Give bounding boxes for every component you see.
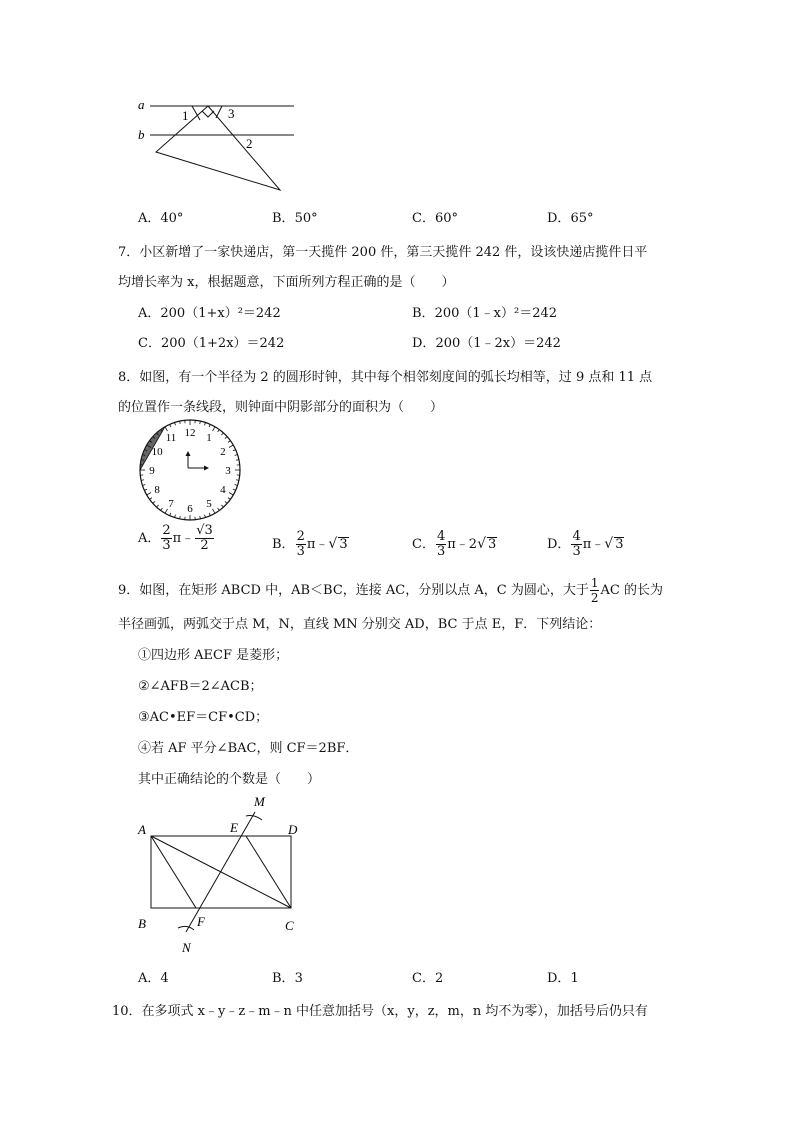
q9-conclusion-1: ①四边形 AECF 是菱形； — [138, 648, 289, 663]
q7-line-2: 均增长率为 x，根据题意，下面所列方程正确的是（ ） — [118, 275, 455, 290]
q9-conclusion-4: ④若 AF 平分∠BAC，则 CF＝2BF． — [138, 741, 359, 756]
clock-tick — [225, 501, 227, 503]
q8-option-b[interactable]: B． $\frac{2}{3}$ π﹣√ 3 — [272, 529, 348, 559]
clock-tick — [218, 508, 220, 510]
q9-line-2: 半径画弧，两弧交于点 M，N，直线 MN 分别交 AD，BC 于点 E，F．下列结论： — [118, 617, 602, 632]
q6-option-c[interactable]: C．60° — [412, 211, 458, 226]
q9-conclusion-2: ②∠AFB＝2∠ACB； — [138, 679, 263, 694]
label-n: N — [182, 940, 191, 955]
clock-tick — [228, 498, 230, 500]
clock-tick — [144, 489, 147, 490]
clock-number: 2 — [220, 446, 226, 458]
label-f: F — [197, 914, 205, 929]
q8-line-2: 的位置作一条线段，则钟面中阴影部分的面积为（ ） — [118, 400, 444, 415]
clock-tick — [153, 501, 155, 503]
clock-tick — [235, 455, 238, 456]
q9-option-a[interactable]: A．4 — [138, 971, 169, 986]
clock-number: 11 — [165, 432, 177, 445]
q6-option-d[interactable]: D．65° — [547, 211, 594, 226]
segment-af — [151, 836, 196, 908]
arc-m — [246, 816, 262, 821]
angle-1: 1 — [182, 108, 189, 123]
triangle — [156, 106, 280, 190]
q8-option-c[interactable]: C． $\frac{4}{3}$ π﹣2√ 3 — [412, 529, 497, 559]
clock-tick — [175, 515, 176, 518]
clock-tick — [142, 485, 145, 486]
q6-option-a[interactable]: A．40° — [138, 211, 184, 226]
q9-option-b[interactable]: B．3 — [272, 971, 303, 986]
clock-number: 10 — [151, 446, 163, 458]
clock-tick — [235, 485, 238, 486]
clock-tick — [209, 424, 210, 427]
clock-number: 1 — [206, 432, 212, 445]
q7-option-b[interactable]: B．200（1﹣x）²＝242 — [412, 306, 558, 321]
clock-tick — [213, 509, 216, 513]
segment-ec — [246, 836, 291, 908]
clock-tick — [221, 433, 223, 435]
label-a: a — [138, 97, 145, 112]
label-d: D — [288, 822, 298, 837]
clock-number: 8 — [154, 484, 160, 496]
q8-option-d[interactable]: D． $\frac{4}{3}$ π﹣√ 3 — [547, 529, 624, 559]
clock-tick — [228, 441, 230, 443]
q6-figure — [130, 92, 310, 200]
clock-tick — [165, 427, 168, 431]
label-c: C — [285, 918, 294, 933]
label-b: B — [138, 916, 146, 931]
clock-tick — [205, 515, 206, 518]
q9-question: 其中正确结论的个数是（ ） — [138, 772, 321, 787]
q8-option-a[interactable]: A． $\frac{2}{3}$ π﹣ $\frac{√3}{2}$ — [138, 523, 213, 553]
clock-tick — [225, 437, 227, 439]
q9-option-d[interactable]: D．1 — [547, 971, 579, 986]
label-a: A — [138, 822, 146, 837]
q7-option-d[interactable]: D．200（1﹣2x）＝242 — [412, 336, 561, 351]
q9-line-1: 9．如图，在矩形 ABCD 中，AB＜BC，连接 AC，分别以点 A，C 为圆心，大于 $\frac{1}{2}$ AC 的长为 — [118, 576, 663, 605]
clock-number: 6 — [187, 503, 193, 515]
clock-tick — [170, 424, 171, 427]
q9-option-c[interactable]: C．2 — [412, 971, 444, 986]
clock-tick — [218, 430, 220, 432]
clock-tick — [150, 498, 152, 500]
clock-number: 5 — [206, 497, 212, 510]
clock-figure — [138, 418, 242, 522]
clock-tick — [147, 493, 151, 496]
q7-option-a[interactable]: A．200（1+x）²＝242 — [138, 306, 281, 321]
clock-tick — [233, 489, 236, 490]
clock-tick — [157, 505, 159, 507]
clock-number: 7 — [168, 497, 174, 510]
q7-option-c[interactable]: C．200（1+2x）＝242 — [138, 336, 285, 351]
q9-figure — [132, 792, 312, 957]
angle-2: 2 — [246, 136, 253, 151]
clock-tick — [175, 422, 176, 425]
label-m: M — [254, 794, 265, 809]
clock-tick — [221, 505, 223, 507]
q7-line-1: 7．小区新增了一家快递店，第一天揽件 200 件，第三天揽件 242 件，设该快递店揽件日平 — [118, 245, 648, 260]
clock-number: 3 — [225, 465, 231, 477]
clock-tick — [161, 508, 163, 510]
q10-line-1: 10．在多项式 x﹣y﹣z﹣m﹣n 中任意加括号（x，y，z，m，n 均不为零），加括号后仍只有 — [112, 1004, 648, 1019]
clock-tick — [233, 450, 236, 451]
clock-tick — [165, 509, 168, 513]
right-angle-mark — [202, 111, 214, 117]
clock-tick — [205, 422, 206, 425]
angle-3: 3 — [228, 106, 235, 121]
q8-line-1: 8．如图，有一个半径为 2 的圆形时钟，其中每个相邻刻度间的弧长均相等，过 9 点和 11 点 — [118, 370, 653, 385]
clock-number: 4 — [220, 484, 226, 496]
clock-tick — [209, 513, 210, 516]
clock-tick — [229, 445, 233, 448]
clock-tick — [213, 427, 216, 431]
clock-tick — [170, 513, 171, 516]
q6-option-b[interactable]: B．50° — [272, 211, 318, 226]
q9-conclusion-3: ③AC•EF＝CF•CD； — [138, 710, 269, 725]
label-b: b — [138, 127, 145, 142]
clock-tick — [229, 493, 233, 496]
arc-n — [178, 926, 194, 930]
clock-number: 12 — [184, 427, 196, 439]
label-e: E — [230, 820, 238, 835]
clock-number: 9 — [149, 465, 155, 477]
